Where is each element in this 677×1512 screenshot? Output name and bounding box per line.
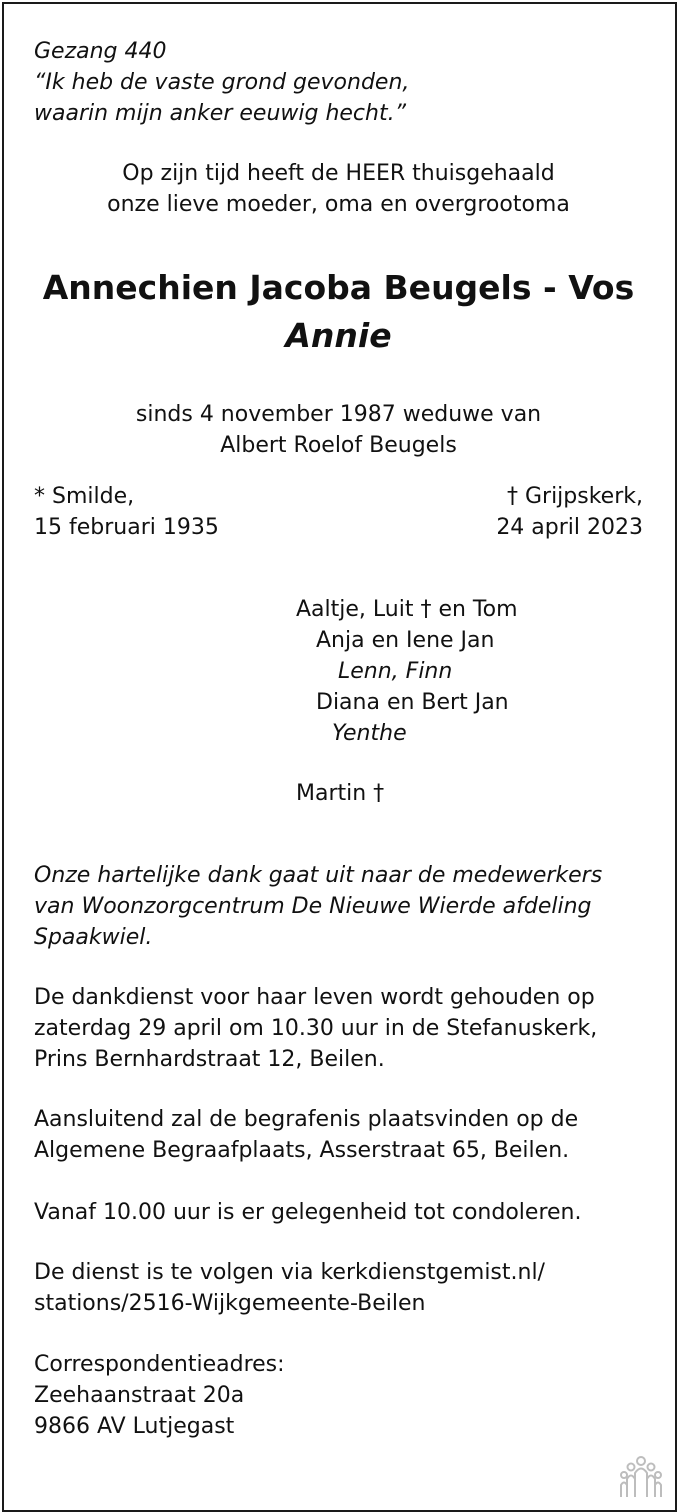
service-line-2: zaterdag 29 april om 10.30 uur in de Stefanuskerk,: [34, 1016, 598, 1041]
correspondence-street: Zeehaanstraat 20a: [34, 1383, 245, 1408]
thanks-line-3: Spaakwiel.: [34, 925, 153, 950]
family-line-3: Lenn, Finn: [338, 659, 453, 684]
family-line-4: Diana en Bert Jan: [316, 690, 509, 715]
intro-line-2: onze lieve moeder, oma en overgrootoma: [107, 192, 570, 217]
thanks-line-2: van Woonzorgcentrum De Nieuwe Wierde afdeling: [34, 894, 592, 919]
birth-date: 15 februari 1935: [34, 515, 219, 540]
burial-line-2: Algemene Begraafplaats, Asserstraat 65, Beilen.: [34, 1138, 570, 1163]
hymn-quote-line-2: waarin mijn anker eeuwig hecht.”: [34, 101, 406, 126]
intro-line-1: Op zijn tijd heeft de HEER thuisgehaald: [122, 161, 555, 186]
condolence-line: Vanaf 10.00 uur is er gelegenheid tot condoleren.: [34, 1200, 582, 1225]
birth-place: * Smilde,: [34, 484, 135, 509]
death-place: † Grijpskerk,: [506, 484, 643, 509]
widow-line-1: sinds 4 november 1987 weduwe van: [135, 402, 542, 427]
correspondence-label: Correspondentieadres:: [34, 1352, 285, 1377]
family-line-6: Martin †: [296, 781, 385, 806]
stream-line-1: De dienst is te volgen via kerkdienstgemist.nl/: [34, 1260, 545, 1285]
service-line-3: Prins Bernhardstraat 12, Beilen.: [34, 1047, 385, 1072]
thanks-line-1: Onze hartelijke dank gaat uit naar de medewerkers: [34, 863, 603, 888]
hymn-title: Gezang 440: [34, 39, 167, 64]
family-line-5: Yenthe: [332, 721, 407, 746]
deceased-name: Annechien Jacoba Beugels - Vos: [42, 268, 635, 307]
family-line-1: Aaltje, Luit † en Tom: [296, 597, 518, 622]
death-date: 24 april 2023: [496, 515, 643, 540]
stream-line-2: stations/2516-Wijkgemeente-Beilen: [34, 1291, 426, 1316]
service-line-1: De dankdienst voor haar leven wordt gehouden op: [34, 985, 595, 1010]
people-group-icon: [619, 1455, 663, 1499]
widow-line-2: Albert Roelof Beugels: [220, 433, 457, 458]
hymn-quote-line-1: “Ik heb de vaste grond gevonden,: [34, 70, 410, 95]
deceased-nickname: Annie: [285, 316, 392, 355]
burial-line-1: Aansluitend zal de begrafenis plaatsvinden op de: [34, 1107, 579, 1132]
correspondence-city: 9866 AV Lutjegast: [34, 1414, 235, 1439]
family-line-2: Anja en Iene Jan: [316, 628, 495, 653]
